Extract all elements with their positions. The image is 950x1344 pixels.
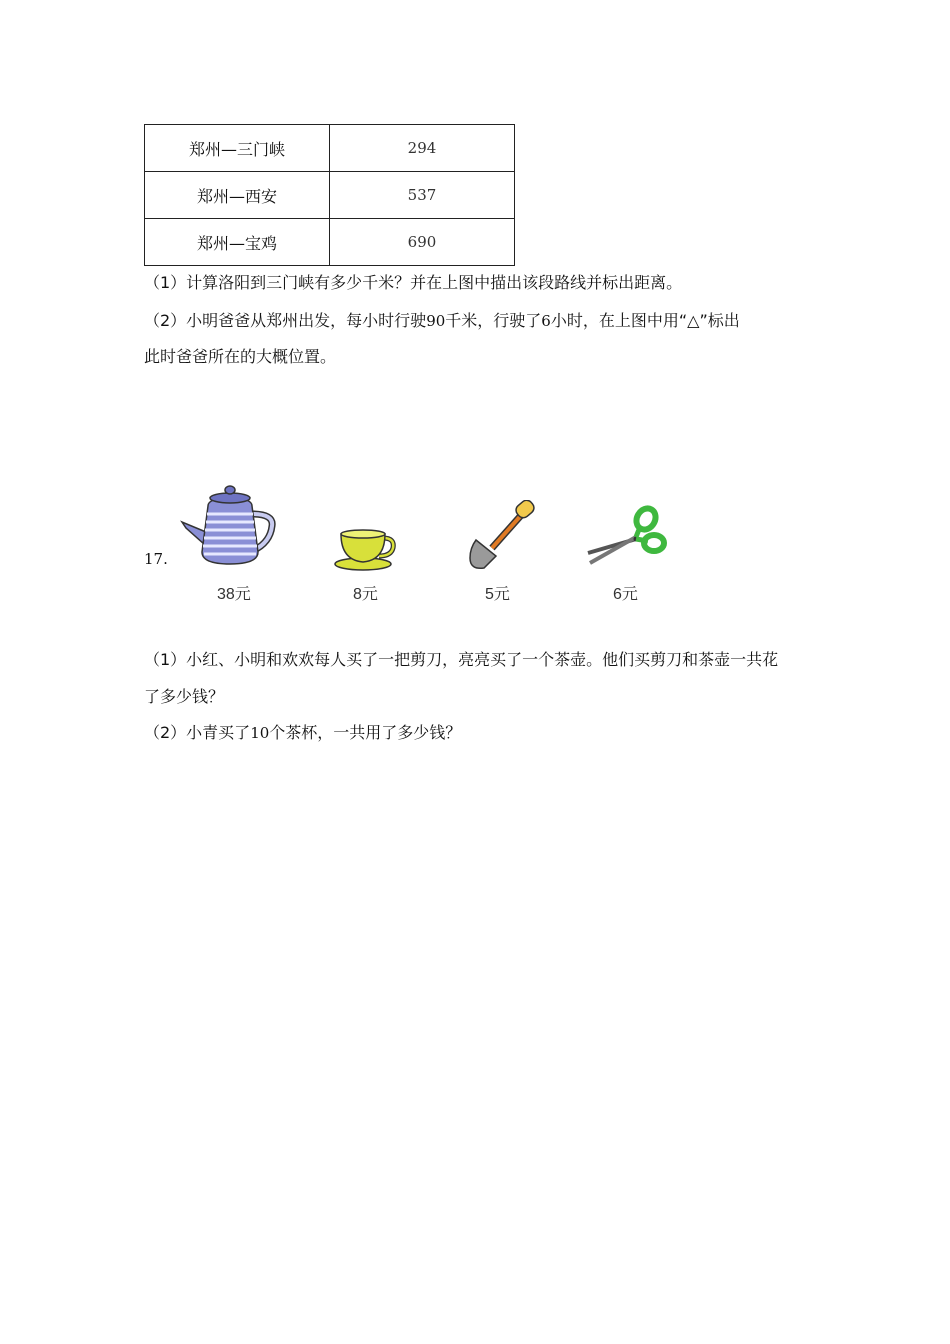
table-row: [145, 125, 515, 172]
distance-cell: 294: [330, 125, 515, 172]
distance-table: [144, 124, 515, 266]
q16-part2-text-b: 千米，行驶了: [445, 311, 542, 330]
q16-part1: （1）计算洛阳到三门峡有多少千米？并在上图中描出该段路线并标出距离。: [144, 273, 683, 292]
scissors-icon: [584, 505, 668, 573]
q17-part2-text-b: 个茶杯，一共用了多少钱？: [269, 723, 462, 742]
route-cell: 郑州—宝鸡: [145, 219, 330, 266]
q16-part2-text-a: （2）小明爸爸从郑州出发，每小时行驶: [144, 311, 427, 330]
route-cell: 郑州—三门峡: [145, 125, 330, 172]
q16-part2-line2: 此时爸爸所在的大概位置。: [144, 347, 337, 366]
teapot-icon: [178, 484, 278, 574]
scissors-price: 6元: [613, 586, 638, 603]
q17-part2-text-a: （2）小青买了: [144, 723, 251, 742]
teacup-price: 8元: [353, 586, 378, 603]
question-number: 17.: [144, 550, 168, 568]
q16-speed: 90: [426, 312, 446, 330]
teacup-icon: [333, 528, 397, 576]
table-row: [145, 219, 515, 266]
q16-part2: [144, 311, 740, 331]
q17-cup-count: 10: [250, 724, 270, 742]
shovel-price: 5元: [485, 586, 510, 603]
distance-cell: 690: [330, 219, 515, 266]
teapot-price: 38元: [217, 586, 251, 603]
q17-part1-line2: 了多少钱？: [144, 687, 225, 706]
q16-hours: 6: [541, 312, 551, 330]
shovel-icon: [466, 500, 542, 576]
q17-part1-line1: （1）小红、小明和欢欢每人买了一把剪刀，亮亮买了一个茶壶。他们买剪刀和茶壶一共花: [144, 650, 779, 669]
distance-cell: 537: [330, 172, 515, 219]
route-cell: 郑州—西安: [145, 172, 330, 219]
q16-part2-text-c: 小时，在上图中用“△”标出: [550, 311, 740, 330]
table-row: [145, 172, 515, 219]
q17-part2: [144, 723, 461, 743]
